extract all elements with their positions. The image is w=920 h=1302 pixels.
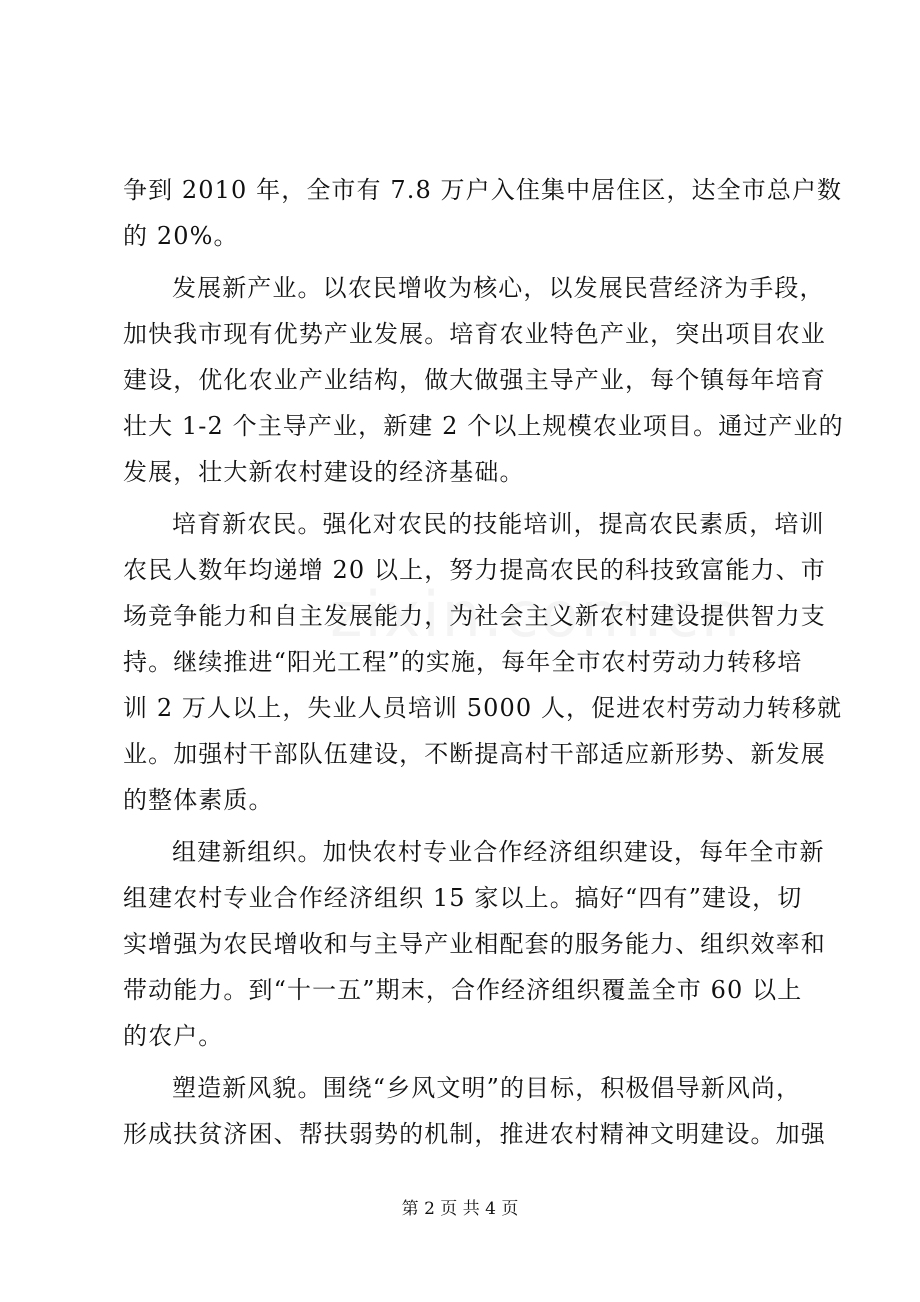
- paragraph-heading-new-farmers: 培育新农民。强化对农民的技能培训，提高农民素质，培训: [172, 510, 825, 538]
- paragraph-heading-new-style: 塑造新风貌。围绕“乡风文明”的目标，积极倡导新风尚，: [172, 1074, 802, 1102]
- text-line-13: 业。加强村干部队伍建设，不断提高村干部适应新形势、新发展: [123, 740, 826, 768]
- text-line-1: 争到 2010 年，全市有 7.8 万户入住集中居住区，达全市总户数: [123, 176, 843, 204]
- paragraph-heading-new-industry: 发展新产业。以农民增收为核心，以发展民营经济为手段，: [172, 274, 825, 302]
- text-line-21: 形成扶贫济困、帮扶弱势的机制，推进农村精神文明建设。加强: [123, 1120, 826, 1148]
- text-line-14: 的整体素质。: [123, 786, 274, 814]
- text-line-7: 发展，壮大新农村建设的经济基础。: [123, 458, 525, 486]
- text-line-16: 组建农村专业合作经济组织 15 家以上。搞好“四有”建设，切: [123, 884, 803, 912]
- text-line-11: 持。继续推进“阳光工程”的实施，每年全市农村劳动力转移培: [123, 648, 803, 676]
- paragraph-heading-new-organization: 组建新组织。加快农村专业合作经济组织建设，每年全市新: [172, 838, 825, 866]
- text-line-5: 建设，优化农业产业结构，做大做强主导产业，每个镇每年培育: [123, 366, 826, 394]
- text-line-19: 的农户。: [123, 1022, 224, 1050]
- text-line-17: 实增强为农民增收和与主导产业相配套的服务能力、组织效率和: [123, 930, 826, 958]
- text-line-10: 场竞争能力和自主发展能力，为社会主义新农村建设提供智力支: [123, 602, 826, 630]
- text-line-4: 加快我市现有优势产业发展。培育农业特色产业，突出项目农业: [123, 320, 826, 348]
- text-line-12: 训 2 万人以上，失业人员培训 5000 人，促进农村劳动力转移就: [123, 694, 843, 722]
- page-footer: 第 2 页 共 4 页: [401, 1199, 519, 1219]
- text-line-6: 壮大 1-2 个主导产业，新建 2 个以上规模农业项目。通过产业的: [123, 412, 844, 440]
- text-line-2: 的 20%。: [123, 222, 239, 250]
- text-line-18: 带动能力。到“十一五”期末，合作经济组织覆盖全市 60 以上: [123, 976, 803, 1004]
- text-line-9: 农民人数年均递增 20 以上，努力提高农民的科技致富能力、市: [123, 556, 826, 584]
